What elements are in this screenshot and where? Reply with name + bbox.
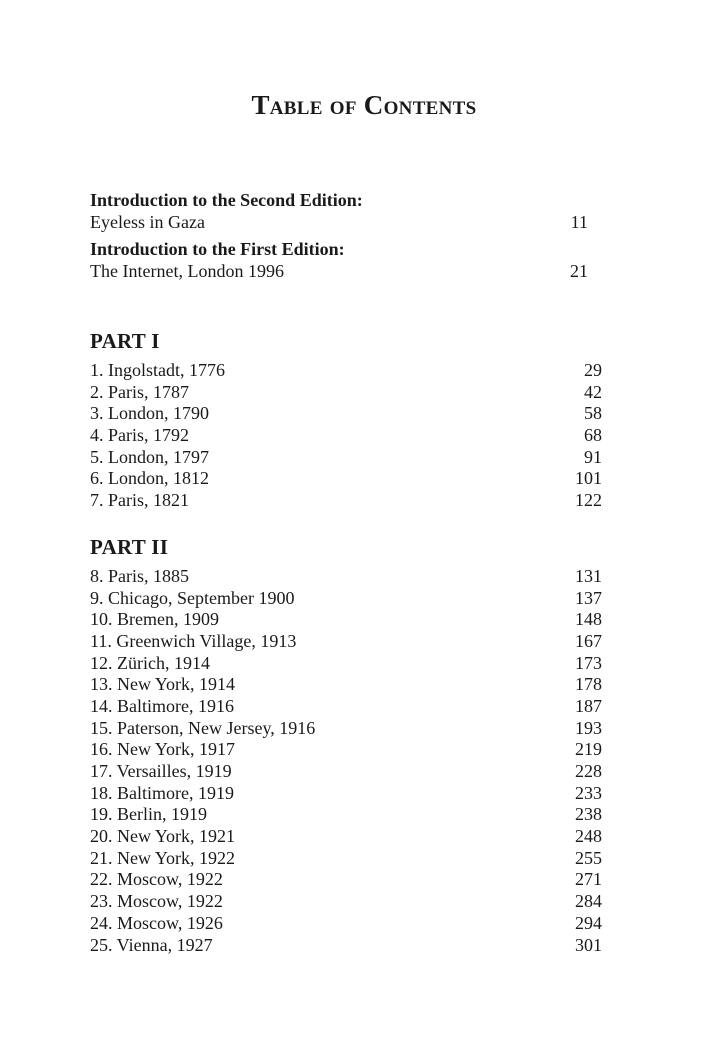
chapter-title: 10. Bremen, 1909 xyxy=(90,609,219,630)
chapter-title: 23. Moscow, 1922 xyxy=(90,891,223,912)
page-number: 42 xyxy=(584,381,602,402)
chapter-title: 11. Greenwich Village, 1913 xyxy=(90,630,297,651)
page-number: 91 xyxy=(584,446,602,467)
page-number: 101 xyxy=(575,468,602,489)
chapter-title: 19. Berlin, 1919 xyxy=(90,804,207,825)
chapter-entry xyxy=(90,783,602,805)
page-number: 271 xyxy=(575,869,602,890)
chapter-entry xyxy=(90,869,602,891)
chapter-entry xyxy=(90,631,602,653)
chapter-title: 13. New York, 1914 xyxy=(90,674,236,695)
page-number: 131 xyxy=(575,565,602,586)
page-number: 29 xyxy=(584,360,602,380)
intro-line xyxy=(90,211,602,233)
chapter-title: 2. Paris, 1787 xyxy=(90,381,189,402)
chapter-entry xyxy=(90,718,602,740)
chapter-title: 25. Vienna, 1927 xyxy=(90,934,213,955)
part-chapter-list xyxy=(90,566,602,956)
chapter-entry xyxy=(90,696,602,718)
chapter-entry xyxy=(90,566,602,588)
page-number: 58 xyxy=(584,403,602,424)
chapter-title: 16. New York, 1917 xyxy=(90,739,236,760)
intro-subtitle: Eyeless in Gaza xyxy=(90,212,205,232)
part-heading: PART I xyxy=(90,329,160,353)
chapter-title: 4. Paris, 1792 xyxy=(90,425,189,446)
toc-list xyxy=(90,189,602,956)
page-number: 219 xyxy=(575,739,602,760)
chapter-title: 6. London, 1812 xyxy=(90,468,209,489)
chapter-title: 24. Moscow, 1926 xyxy=(90,912,223,933)
intro-heading: Introduction to the First Edition: xyxy=(90,239,345,259)
chapter-title: 20. New York, 1921 xyxy=(90,826,236,847)
page-number: 173 xyxy=(575,652,602,673)
chapter-entry xyxy=(90,447,602,469)
chapter-entry xyxy=(90,588,602,610)
chapter-entry xyxy=(90,804,602,826)
chapter-entry xyxy=(90,382,602,404)
chapter-title: 8. Paris, 1885 xyxy=(90,565,189,586)
page-number: 228 xyxy=(575,761,602,781)
page-number: 11 xyxy=(570,212,588,232)
page-number: 187 xyxy=(575,695,602,716)
chapter-title: 18. Baltimore, 1919 xyxy=(90,782,234,803)
page-number: 137 xyxy=(575,587,602,608)
page-number: 255 xyxy=(575,847,602,868)
chapter-title: 3. London, 1790 xyxy=(90,403,209,424)
chapter-title: 12. Zürich, 1914 xyxy=(90,652,210,673)
chapter-entry xyxy=(90,826,602,848)
chapter-entry xyxy=(90,425,602,447)
chapter-entry xyxy=(90,403,602,425)
page-number: 238 xyxy=(575,804,602,825)
chapter-title: 7. Paris, 1821 xyxy=(90,490,189,511)
page-title: Table of Contents xyxy=(251,90,477,120)
chapter-entry xyxy=(90,891,602,913)
chapter-title: 21. New York, 1922 xyxy=(90,847,236,868)
chapter-entry xyxy=(90,609,602,631)
page-number: 148 xyxy=(575,609,602,630)
chapter-entry xyxy=(90,935,602,957)
page-number: 248 xyxy=(575,826,602,847)
chapter-entry xyxy=(90,913,602,935)
chapter-title: 15. Paterson, New Jersey, 1916 xyxy=(90,717,316,738)
page-number: 21 xyxy=(570,261,588,281)
page-number: 193 xyxy=(575,717,602,738)
chapter-title: 17. Versailles, 1919 xyxy=(90,761,232,781)
chapter-entry xyxy=(90,848,602,870)
chapter-entry xyxy=(90,739,602,761)
intro-subtitle: The Internet, London 1996 xyxy=(90,261,284,281)
page-number: 167 xyxy=(575,630,602,651)
page-number: 284 xyxy=(575,891,602,912)
chapter-title: 1. Ingolstadt, 1776 xyxy=(90,360,225,380)
chapter-title: 5. London, 1797 xyxy=(90,446,209,467)
intro-entry xyxy=(90,189,602,233)
part-chapter-list xyxy=(90,360,602,512)
intro-line xyxy=(90,260,602,282)
chapter-entry xyxy=(90,674,602,696)
intro-entry xyxy=(90,238,602,282)
chapter-entry xyxy=(90,761,602,783)
page-number: 68 xyxy=(584,425,602,446)
chapter-entry xyxy=(90,360,602,382)
chapter-title: 14. Baltimore, 1916 xyxy=(90,695,234,716)
chapter-entry xyxy=(90,653,602,675)
chapter-title: 9. Chicago, September 1900 xyxy=(90,587,295,608)
chapter-title: 22. Moscow, 1922 xyxy=(90,869,223,890)
chapter-entry xyxy=(90,468,602,490)
page-number: 178 xyxy=(575,674,602,695)
page-number: 294 xyxy=(575,912,602,933)
page-number: 122 xyxy=(575,490,602,511)
page-number: 233 xyxy=(575,782,602,803)
chapter-entry xyxy=(90,490,602,512)
intro-heading: Introduction to the Second Edition: xyxy=(90,190,363,210)
page-number: 301 xyxy=(575,934,602,955)
part-heading: PART II xyxy=(90,534,169,559)
